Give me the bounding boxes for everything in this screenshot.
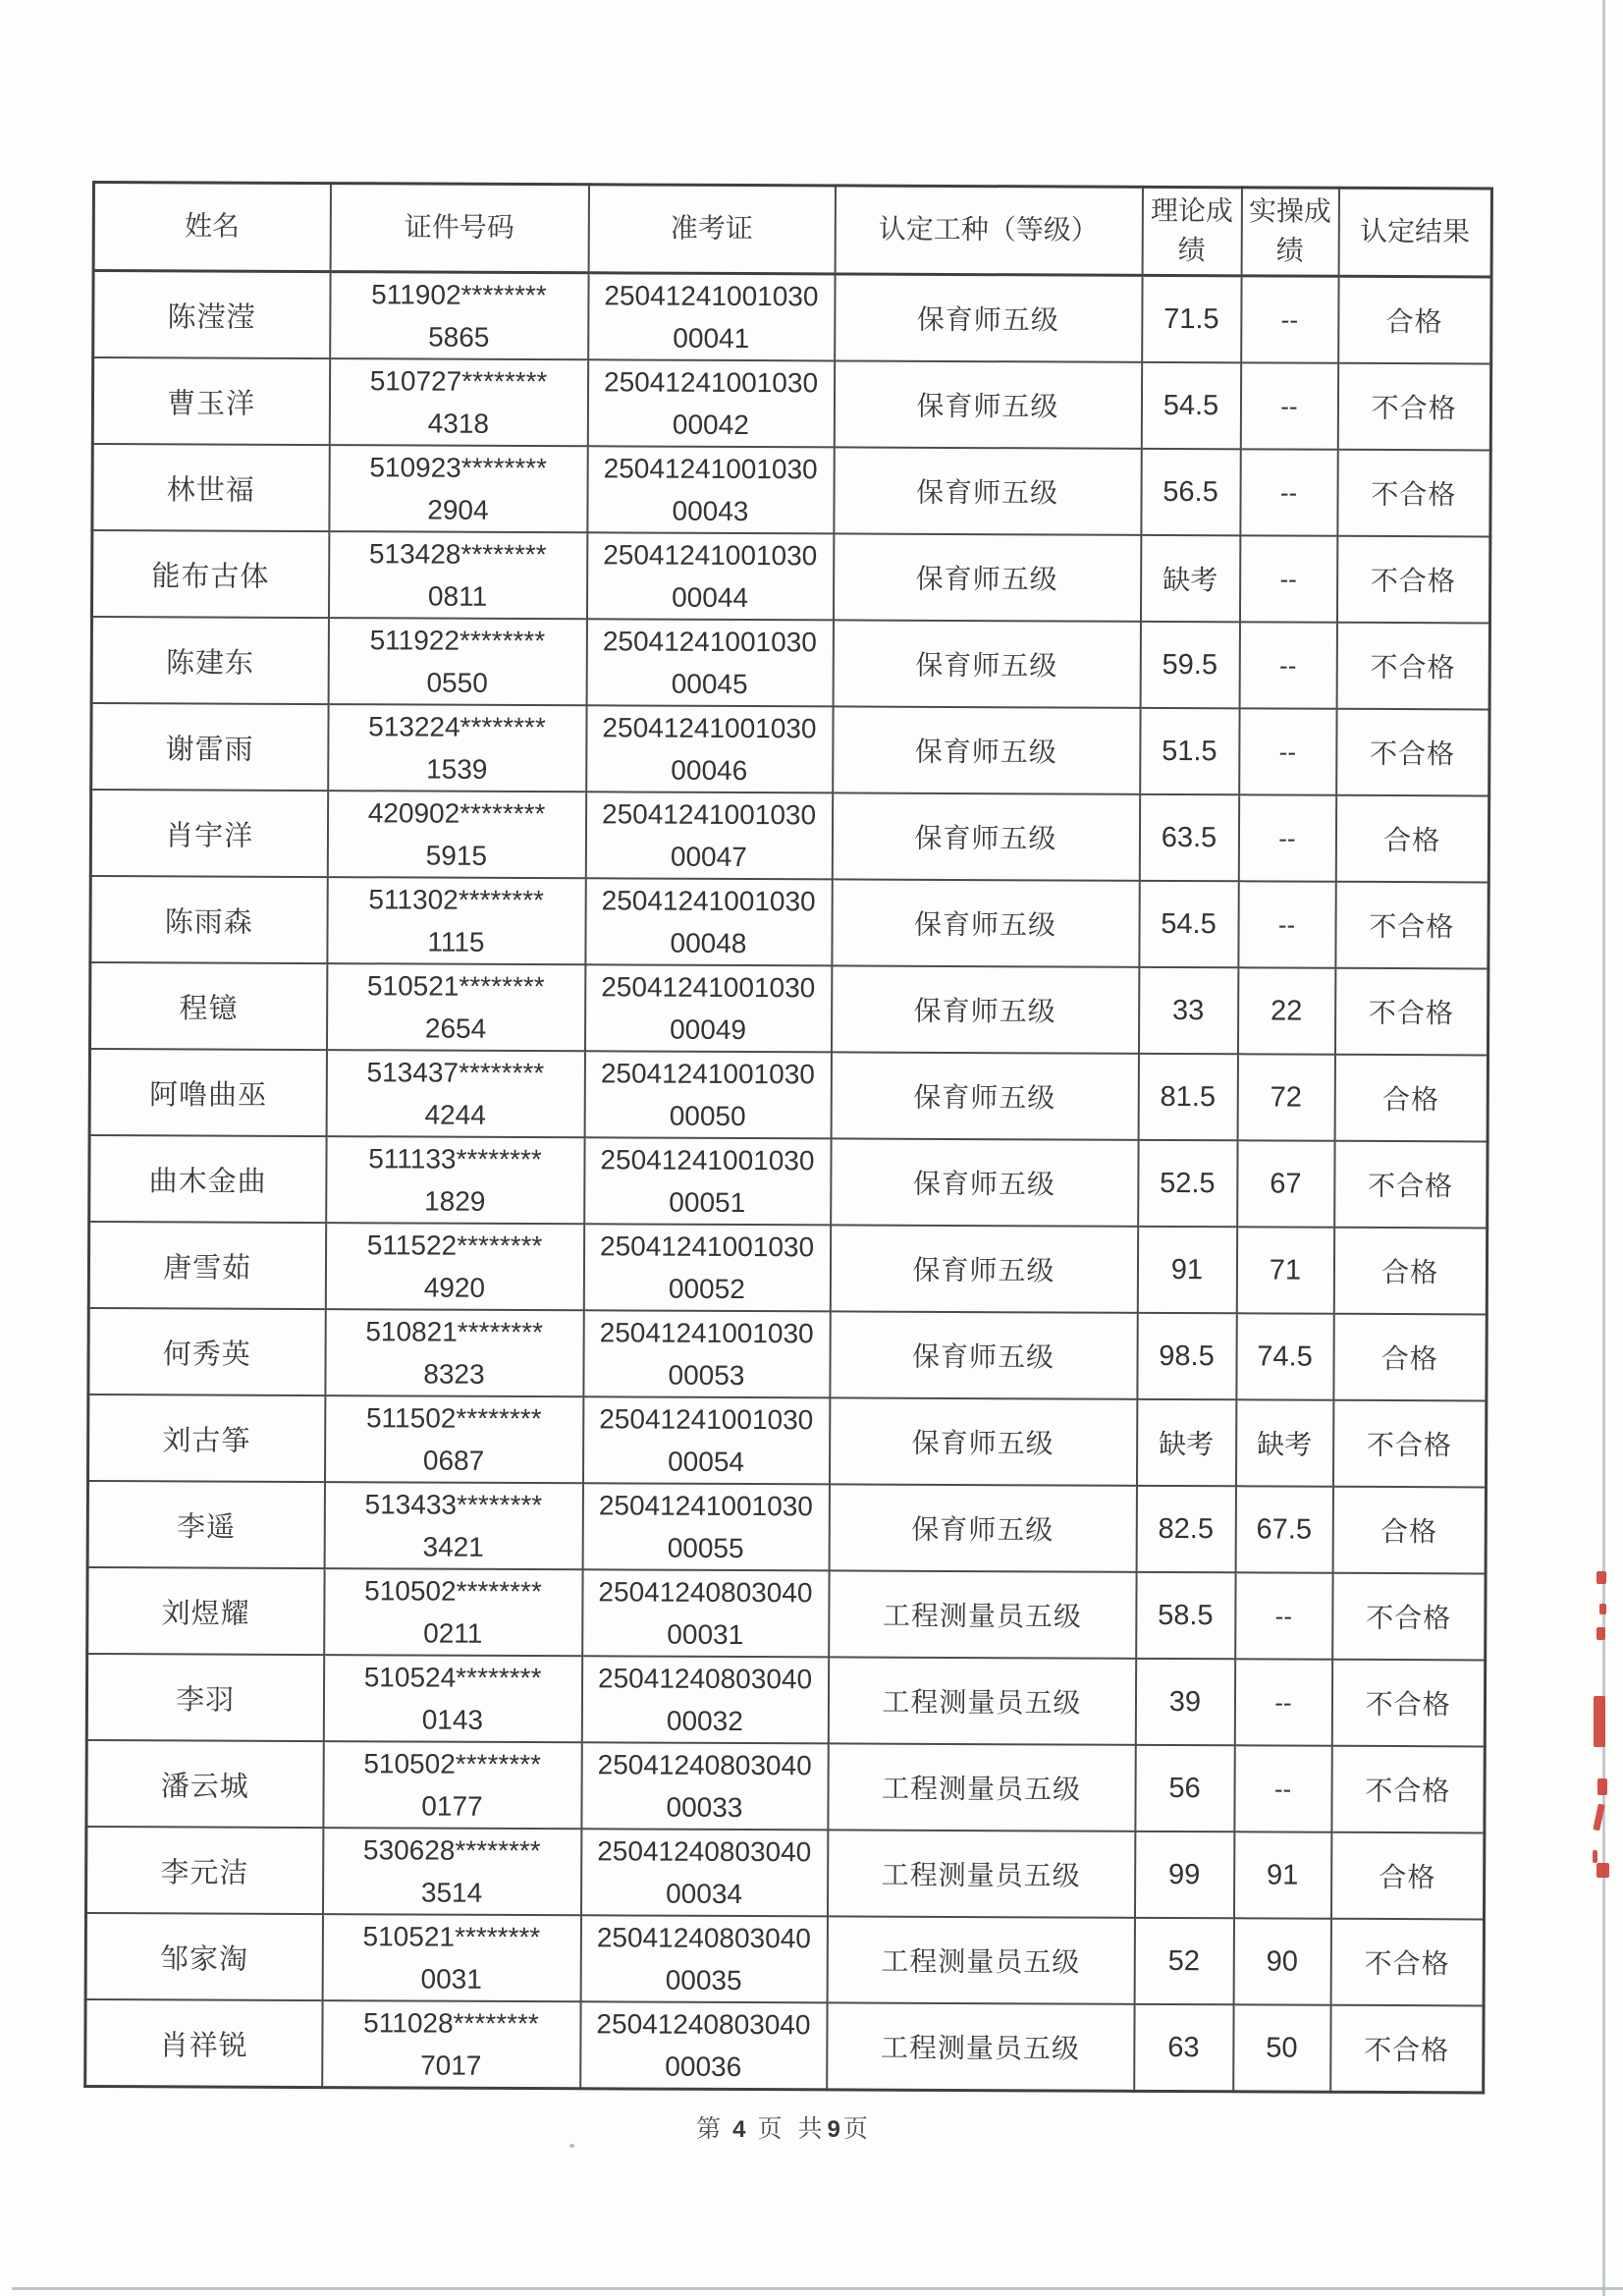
id-line-1: 510521********: [362, 1921, 541, 1953]
ticket-line-2: 00054: [668, 1446, 745, 1478]
id-line-1: 510502********: [363, 1748, 542, 1780]
results-table: [83, 181, 1493, 2094]
ticket-line-2: 00036: [665, 2050, 742, 2083]
cell-practical-score: 72: [1237, 1054, 1334, 1140]
table-row: [90, 790, 1488, 882]
cell-theory-score: 58.5: [1136, 1572, 1235, 1659]
column-header-theory-score: 理论成绩: [1142, 187, 1241, 275]
cell-name: 能布古体: [91, 530, 328, 618]
cell-practical-score: [1240, 449, 1337, 535]
id-line-2: 0031: [420, 1963, 482, 1995]
results-table-wrap: [83, 181, 1490, 2094]
ticket-line-2: 00048: [670, 927, 747, 959]
footer-word-ye: 页: [757, 2116, 783, 2143]
footer-word-ye-2: 页: [842, 2116, 868, 2143]
cell-theory-score: 91: [1137, 1227, 1236, 1313]
ticket-line-2: 00033: [666, 1791, 743, 1824]
ticket-line-2: 00053: [668, 1359, 745, 1392]
footer-page-number: 4: [732, 2116, 746, 2143]
id-line-2: 0811: [427, 580, 488, 612]
cell-id-number: [322, 2000, 580, 2089]
cell-id-number: [323, 1655, 581, 1742]
ticket-line-1: 25041241001030: [599, 1403, 814, 1436]
cell-ticket-number: [580, 1829, 827, 1916]
ticket-line-2: 00035: [665, 1964, 742, 1996]
dash-mark: --: [1273, 1773, 1292, 1804]
id-line-2: 1115: [427, 926, 485, 957]
cell-occupation: 保育师五级: [833, 620, 1140, 707]
cell-practical-score: 50: [1233, 2004, 1330, 2092]
ticket-line-1: 25041240803040: [597, 1835, 812, 1868]
id-line-1: 513428********: [368, 538, 547, 571]
cell-name: 陈建东: [91, 617, 328, 704]
ticket-line-2: 00052: [668, 1273, 745, 1305]
cell-ticket-number: [582, 1569, 829, 1657]
id-line-2: 3514: [420, 1877, 483, 1908]
id-line-1: 510821********: [365, 1316, 544, 1348]
ticket-line-1: 25041240803040: [598, 1576, 813, 1609]
cell-result: 合格: [1333, 1228, 1487, 1315]
cell-theory-score: 82.5: [1136, 1486, 1235, 1572]
cell-theory-score: 98.5: [1137, 1313, 1236, 1399]
ticket-line-2: 00055: [667, 1532, 744, 1564]
cell-practical-score: [1235, 1572, 1332, 1659]
id-line-2: 4318: [427, 408, 490, 439]
cell-ticket-number: [586, 705, 833, 793]
id-line-2: 2654: [424, 1012, 487, 1044]
ticket-line-2: 00043: [672, 495, 749, 527]
cell-practical-score: 90: [1233, 1918, 1330, 2004]
cell-ticket-number: [585, 878, 832, 965]
cell-id-number: [328, 618, 586, 705]
id-line-2: 0687: [422, 1445, 485, 1476]
id-line-2: 5865: [428, 321, 490, 353]
table-row: [86, 1740, 1485, 1832]
cell-name: 李元洁: [85, 1827, 322, 1914]
id-line-2: 0211: [423, 1617, 483, 1649]
dash-mark: --: [1280, 390, 1298, 421]
cell-theory-score: 59.5: [1140, 622, 1239, 708]
cell-result: 不合格: [1337, 363, 1490, 451]
id-line-1: 510524********: [363, 1662, 542, 1694]
cell-theory-score: 52.5: [1138, 1140, 1237, 1227]
cell-occupation: 保育师五级: [832, 879, 1139, 966]
table-row: [85, 1913, 1484, 2005]
id-line-1: 530628********: [362, 1834, 541, 1867]
id-line-2: 7017: [420, 2050, 482, 2081]
ticket-line-2: 00032: [666, 1705, 743, 1737]
cell-name: 肖祥锐: [85, 1999, 322, 2088]
cell-occupation: 保育师五级: [834, 360, 1141, 448]
cell-practical-score: 74.5: [1236, 1313, 1333, 1399]
red-stamp-mark: [1597, 1778, 1607, 1795]
ticket-line-1: 25041241001030: [602, 626, 817, 658]
ticket-line-1: 25041240803040: [597, 1749, 812, 1781]
cell-id-number: [326, 1136, 584, 1224]
cell-ticket-number: [584, 964, 831, 1052]
cell-ticket-number: [581, 1742, 828, 1830]
cell-id-number: [324, 1482, 582, 1569]
footer-word-gong: 共: [797, 2116, 823, 2143]
id-line-2: 4244: [424, 1099, 486, 1130]
red-stamp-mark: [1596, 1627, 1605, 1640]
cell-theory-score: 缺考: [1140, 535, 1239, 622]
cell-theory-score: 39: [1135, 1659, 1234, 1745]
cell-theory-score: 71.5: [1142, 275, 1241, 362]
id-line-2: 3421: [422, 1531, 484, 1562]
cell-name: 李遥: [87, 1481, 324, 1568]
cell-id-number: [322, 1828, 580, 1915]
cell-name: 邹家淘: [85, 1913, 322, 2000]
cell-result: 合格: [1335, 795, 1488, 883]
table-row: [91, 617, 1489, 709]
cell-ticket-number: [580, 2001, 827, 2090]
id-line-2: 0143: [421, 1704, 484, 1735]
cell-practical-score: [1240, 362, 1337, 449]
id-line-1: 510502********: [364, 1575, 542, 1608]
cell-practical-score: [1239, 535, 1336, 622]
cell-practical-score: 67: [1237, 1140, 1334, 1227]
cell-id-number: [327, 877, 585, 964]
cell-occupation: 保育师五级: [830, 1225, 1137, 1312]
cell-ticket-number: [587, 446, 834, 533]
cell-ticket-number: [582, 1396, 829, 1484]
cell-name: 刘煜耀: [87, 1567, 324, 1655]
ticket-line-2: 00047: [670, 841, 747, 873]
ticket-line-2: 00041: [673, 322, 750, 355]
ticket-line-1: 25041241001030: [601, 885, 816, 917]
cell-result: 不合格: [1335, 882, 1488, 969]
cell-ticket-number: [586, 532, 833, 620]
column-header-ticket: 准考证: [588, 185, 835, 274]
cell-theory-score: 99: [1134, 1831, 1233, 1918]
cell-id-number: [329, 445, 587, 532]
red-stamp-mark: [1596, 1571, 1606, 1584]
dash-mark: --: [1274, 1686, 1292, 1718]
cell-occupation: 工程测量员五级: [827, 1916, 1134, 2003]
cell-name: 李羽: [86, 1654, 323, 1741]
cell-id-number: [326, 963, 584, 1051]
cell-result: 不合格: [1332, 1400, 1486, 1488]
cell-theory-score: 33: [1138, 967, 1237, 1054]
id-line-2: 0550: [426, 667, 488, 698]
cell-result: 合格: [1332, 1487, 1486, 1574]
cell-name: 刘古筝: [87, 1394, 324, 1482]
cell-result: 不合格: [1330, 2005, 1484, 2093]
cell-result: 不合格: [1334, 968, 1488, 1056]
dash-mark: --: [1274, 1600, 1293, 1631]
cell-practical-score: [1238, 794, 1335, 881]
column-header-result: 认定结果: [1338, 188, 1491, 277]
ticket-line-1: 25041241001030: [599, 1230, 815, 1263]
table-row: [89, 1135, 1488, 1228]
id-line-2: 8323: [423, 1358, 485, 1390]
table-row: [92, 444, 1490, 536]
cell-practical-score: [1239, 622, 1336, 708]
ticket-line-2: 00031: [667, 1618, 744, 1651]
id-line-1: 420902********: [367, 797, 546, 830]
footer-word-di: 第: [696, 2116, 722, 2143]
table-row: [88, 1308, 1487, 1400]
cell-ticket-number: [587, 359, 834, 447]
cell-ticket-number: [584, 1137, 831, 1225]
ticket-line-1: 25041241001030: [602, 712, 817, 744]
ticket-line-1: 25041241001030: [600, 1144, 815, 1176]
id-line-2: 1539: [426, 753, 488, 785]
id-line-1: 511902********: [371, 279, 547, 311]
cell-id-number: [329, 358, 587, 446]
table-body: [85, 271, 1491, 2093]
cell-theory-score: 52: [1134, 1918, 1233, 2004]
red-stamp-mark: [1596, 1863, 1609, 1878]
ticket-line-1: 25041241001030: [603, 539, 818, 572]
cell-practical-score: 67.5: [1235, 1486, 1332, 1572]
table-row: [87, 1567, 1486, 1660]
cell-theory-score: 缺考: [1136, 1399, 1235, 1486]
cell-occupation: 保育师五级: [831, 965, 1138, 1053]
scan-edge-vertical-line: [1602, 0, 1605, 2296]
cell-occupation: 工程测量员五级: [827, 1830, 1134, 1917]
id-line-1: 510923********: [369, 452, 548, 484]
table-row: [91, 530, 1489, 623]
table-row: [88, 1222, 1487, 1314]
cell-result: 不合格: [1332, 1573, 1486, 1661]
cell-id-number: [328, 704, 586, 792]
cell-name: 曲木金曲: [89, 1135, 326, 1223]
dash-mark: --: [1279, 563, 1297, 594]
dash-mark: --: [1278, 736, 1297, 767]
ticket-line-2: 00045: [671, 668, 748, 700]
ticket-line-1: 25041240803040: [596, 2008, 811, 2041]
cell-practical-score: [1239, 708, 1336, 794]
cell-id-number: [328, 531, 586, 619]
ticket-line-1: 25041241001030: [600, 1058, 815, 1090]
ticket-line-2: 00050: [669, 1100, 746, 1132]
cell-occupation: 保育师五级: [835, 274, 1142, 362]
cell-name: 程镱: [89, 962, 326, 1050]
cell-result: 不合格: [1330, 1919, 1484, 2006]
column-header-id-number: 证件号码: [330, 184, 588, 273]
table-row: [91, 703, 1489, 795]
cell-name: 曹玉洋: [92, 357, 329, 445]
id-line-2: 5915: [425, 840, 488, 871]
table-row: [93, 271, 1491, 364]
cell-occupation: 保育师五级: [832, 793, 1139, 880]
ticket-line-2: 00046: [671, 754, 748, 787]
table-row: [89, 962, 1488, 1055]
ticket-line-1: 25041240803040: [597, 1663, 813, 1695]
cell-result: 不合格: [1336, 623, 1489, 710]
cell-theory-score: 81.5: [1138, 1054, 1237, 1140]
cell-practical-score: [1238, 881, 1335, 967]
cell-result: 不合格: [1331, 1660, 1485, 1747]
cell-result: 合格: [1333, 1314, 1487, 1401]
cell-id-number: [326, 1050, 584, 1137]
ticket-line-2: 00049: [670, 1013, 747, 1046]
id-line-2: 4920: [423, 1272, 486, 1303]
table-row: [85, 1827, 1484, 1919]
cell-occupation: 保育师五级: [831, 1138, 1138, 1226]
cell-occupation: 保育师五级: [833, 706, 1140, 793]
cell-occupation: 保育师五级: [829, 1397, 1136, 1485]
ticket-line-2: 00042: [672, 409, 749, 441]
dash-mark: --: [1278, 822, 1296, 853]
cell-result: 不合格: [1336, 536, 1489, 624]
table-row: [89, 1049, 1488, 1141]
cell-ticket-number: [580, 1915, 827, 2002]
red-stamp-mark: [1594, 1696, 1605, 1747]
cell-theory-score: 54.5: [1139, 881, 1238, 967]
dash-mark: --: [1280, 303, 1299, 335]
cell-ticket-number: [583, 1310, 830, 1397]
cell-occupation: 保育师五级: [833, 533, 1140, 621]
id-line-2: 0177: [421, 1790, 483, 1822]
cell-id-number: [324, 1395, 582, 1483]
column-header-occupation: 认定工种（等级）: [835, 186, 1142, 275]
ticket-line-1: 25041241001030: [604, 280, 819, 312]
scan-edge-bottom-line: [12, 2287, 1623, 2290]
cell-occupation: 保育师五级: [831, 1052, 1138, 1139]
cell-result: 不合格: [1331, 1746, 1485, 1833]
ticket-line-2: 00051: [669, 1186, 746, 1219]
cell-ticket-number: [582, 1483, 829, 1570]
cell-id-number: [327, 791, 585, 878]
cell-id-number: [325, 1309, 583, 1396]
id-line-1: 511522********: [366, 1230, 543, 1262]
cell-ticket-number: [586, 619, 833, 706]
cell-practical-score: [1234, 1745, 1331, 1831]
cell-name: 肖宇洋: [90, 790, 327, 877]
cell-theory-score: 63.5: [1139, 794, 1238, 881]
id-line-1: 510521********: [366, 970, 545, 1003]
cell-result: 不合格: [1337, 450, 1490, 537]
cell-practical-score: [1241, 276, 1338, 363]
ticket-line-1: 25041241001030: [603, 453, 818, 485]
cell-ticket-number: [584, 1051, 831, 1138]
cell-id-number: [323, 1741, 581, 1829]
cell-id-number: [330, 272, 588, 360]
column-header-name: 姓名: [93, 183, 330, 272]
cell-theory-score: 56.5: [1141, 449, 1240, 535]
cell-result: 合格: [1330, 1832, 1484, 1920]
cell-name: 唐雪茹: [88, 1222, 325, 1309]
cell-occupation: 保育师五级: [829, 1484, 1136, 1571]
id-line-1: 511922********: [369, 625, 546, 657]
dash-mark: --: [1277, 908, 1296, 940]
id-line-1: 511502********: [365, 1402, 542, 1435]
cell-ticket-number: [581, 1656, 828, 1743]
cell-name: 陈雨森: [90, 876, 327, 963]
red-stamp-mark: [1599, 1604, 1606, 1614]
cell-practical-score: 91: [1233, 1831, 1330, 1918]
id-line-1: 511133********: [368, 1143, 542, 1175]
header-row: [93, 183, 1491, 277]
cell-ticket-number: [588, 273, 835, 361]
ticket-line-1: 25041241001030: [598, 1490, 813, 1522]
cell-id-number: [325, 1223, 583, 1310]
dash-mark: --: [1279, 476, 1298, 508]
cell-theory-score: 51.5: [1140, 708, 1239, 794]
table-row: [86, 1654, 1485, 1746]
cell-result: 合格: [1338, 276, 1491, 363]
ticket-line-1: 25041241001030: [603, 366, 819, 399]
table-row: [90, 876, 1488, 968]
cell-name: 何秀英: [88, 1308, 325, 1395]
cell-name: 陈滢滢: [93, 271, 330, 359]
ticket-line-1: 25041240803040: [596, 1922, 811, 1954]
cell-ticket-number: [583, 1224, 830, 1311]
table-row: [92, 357, 1490, 450]
cell-name: 谢雷雨: [91, 703, 328, 791]
cell-practical-score: 缺考: [1235, 1399, 1332, 1486]
table-row: [87, 1481, 1486, 1573]
cell-name: 林世福: [92, 444, 329, 531]
cell-practical-score: [1234, 1659, 1331, 1745]
cell-occupation: 工程测量员五级: [827, 2002, 1134, 2091]
red-stamp-mark: [1593, 1850, 1597, 1863]
page-footer: [0, 2109, 1594, 2145]
cell-name: 潘云城: [86, 1740, 323, 1828]
cell-result: 不合格: [1334, 1141, 1488, 1229]
id-line-1: 511028********: [363, 2007, 539, 2040]
cell-practical-score: 71: [1236, 1227, 1333, 1313]
id-line-1: 513433********: [364, 1489, 543, 1521]
scan-speck: [569, 2144, 574, 2148]
cell-occupation: 工程测量员五级: [829, 1570, 1136, 1658]
ticket-line-2: 00034: [666, 1878, 743, 1910]
id-line-1: 513224********: [368, 711, 546, 743]
cell-name: 阿噜曲巫: [89, 1049, 326, 1136]
id-line-2: 1829: [424, 1185, 486, 1217]
id-line-1: 513437********: [366, 1057, 545, 1089]
dash-mark: --: [1279, 649, 1297, 681]
cell-occupation: 保育师五级: [834, 447, 1141, 534]
id-line-2: 2904: [427, 494, 489, 525]
cell-result: 合格: [1334, 1055, 1488, 1142]
ticket-line-2: 00044: [672, 581, 749, 614]
cell-occupation: 工程测量员五级: [828, 1743, 1135, 1831]
id-line-1: 511302********: [368, 884, 545, 916]
cell-ticket-number: [585, 792, 832, 879]
cell-theory-score: 54.5: [1141, 362, 1240, 449]
cell-theory-score: 56: [1135, 1745, 1234, 1831]
cell-occupation: 保育师五级: [830, 1311, 1137, 1398]
ticket-line-1: 25041241001030: [599, 1317, 814, 1349]
cell-id-number: [322, 1914, 580, 2001]
cell-occupation: 工程测量员五级: [828, 1657, 1135, 1744]
cell-practical-score: 22: [1237, 967, 1334, 1054]
cell-theory-score: 63: [1134, 2004, 1233, 2092]
cell-result: 不合格: [1336, 709, 1489, 796]
table-row: [87, 1394, 1486, 1487]
ticket-line-1: 25041241001030: [601, 971, 816, 1004]
id-line-1: 510727********: [369, 365, 548, 398]
footer-total-pages: 9: [827, 2116, 840, 2143]
table-row: [85, 1999, 1484, 2093]
column-header-practical-score: 实操成绩: [1241, 188, 1338, 276]
ticket-line-1: 25041241001030: [601, 798, 817, 831]
cell-id-number: [324, 1568, 582, 1656]
table-header: [93, 183, 1491, 277]
